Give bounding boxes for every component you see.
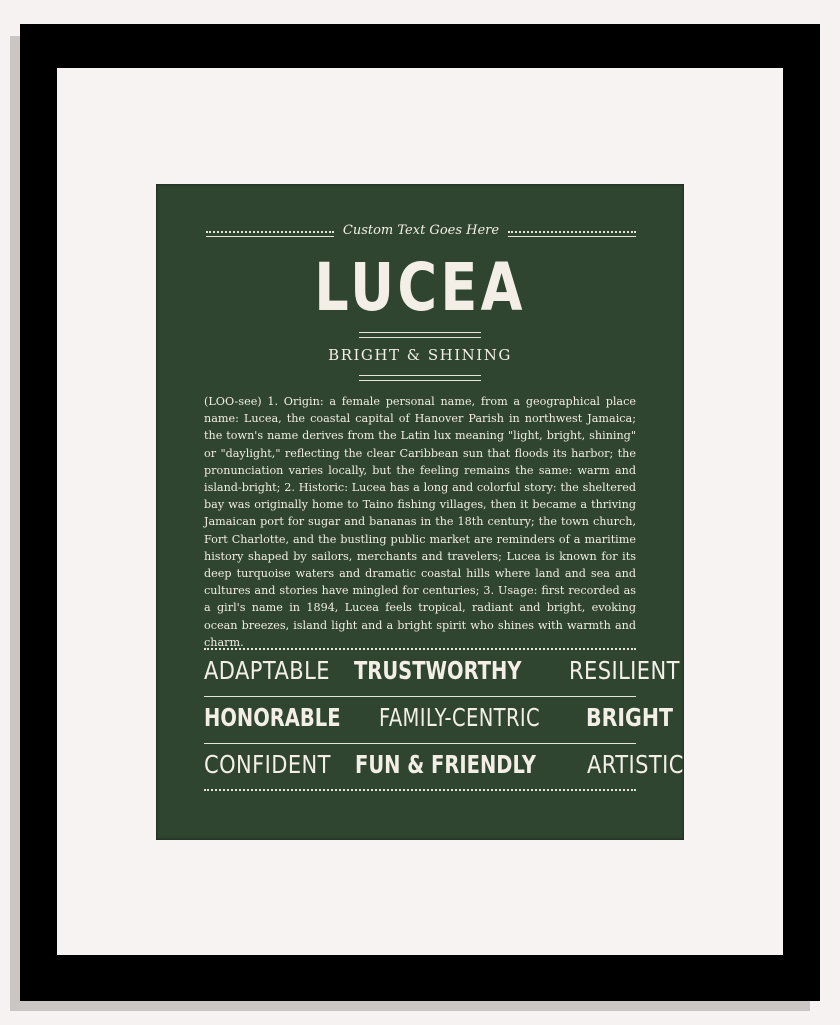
trait-word: FUN & FRIENDLY (355, 750, 537, 779)
lower-double-rule (359, 375, 481, 381)
trait-row-3 (204, 750, 684, 784)
trait-word: RESILIENT (568, 656, 680, 685)
trait-word: FAMILY-CENTRIC (379, 703, 541, 732)
left-dotted-rule (206, 231, 334, 233)
name-description: (LOO-see) 1. Origin: a female personal name, from a geographical place name: Lucea, the coastal capital of Hanover Parish in northwest Jamaica; the town's name derives from the Latin lux meaning "light, bright, shining" or "daylight," reflecting the clear Caribbean sun that floods its harbor; the pronunciation varies locally, but the feeling remains the same: warm and island-bright; 2. Historic: Lucea has a long and colorful story: the sheltered bay was originally home to Taino fishing villages, then it became a thriving Jamaican port for sugar and bananas in the 18th century; the town church, Fort Charlotte, and the bustling public market are reminders of a maritime history shaped by sailors, merchants and travelers; Lucea is known for its deep turquoise waters and dramatic coastal hills where land and sea and cultures and stories have mingled for centuries; 3. Usage: first recorded as a girl's name in 1894, Lucea feels tropical, radiant and bright, evoking ocean breezes, island light and a bright spirit who shines with warmth and charm. (204, 395, 636, 649)
name-print (156, 184, 684, 840)
trait-word: ADAPTABLE (204, 656, 330, 685)
header-row (206, 218, 636, 242)
trait-row-1 (204, 656, 680, 690)
trait-word: ARTISTIC (587, 750, 684, 779)
trait-word: CONFIDENT (204, 750, 331, 779)
name-title: LUCEA (314, 249, 526, 326)
name-meaning: BRIGHT & SHINING (328, 346, 512, 364)
trait-word: HONORABLE (204, 703, 341, 732)
trait-row-2 (204, 703, 673, 737)
trait-divider (204, 743, 636, 744)
trait-word: BRIGHT (585, 703, 673, 732)
right-dotted-rule (508, 231, 636, 233)
custom-text: Custom Text Goes Here (342, 222, 500, 238)
traits-top-dotted-rule (204, 648, 636, 650)
traits-bottom-dotted-rule (204, 789, 636, 791)
trait-word: TRUSTWORTHY (353, 656, 522, 685)
trait-divider (204, 696, 636, 697)
upper-double-rule (359, 332, 481, 338)
